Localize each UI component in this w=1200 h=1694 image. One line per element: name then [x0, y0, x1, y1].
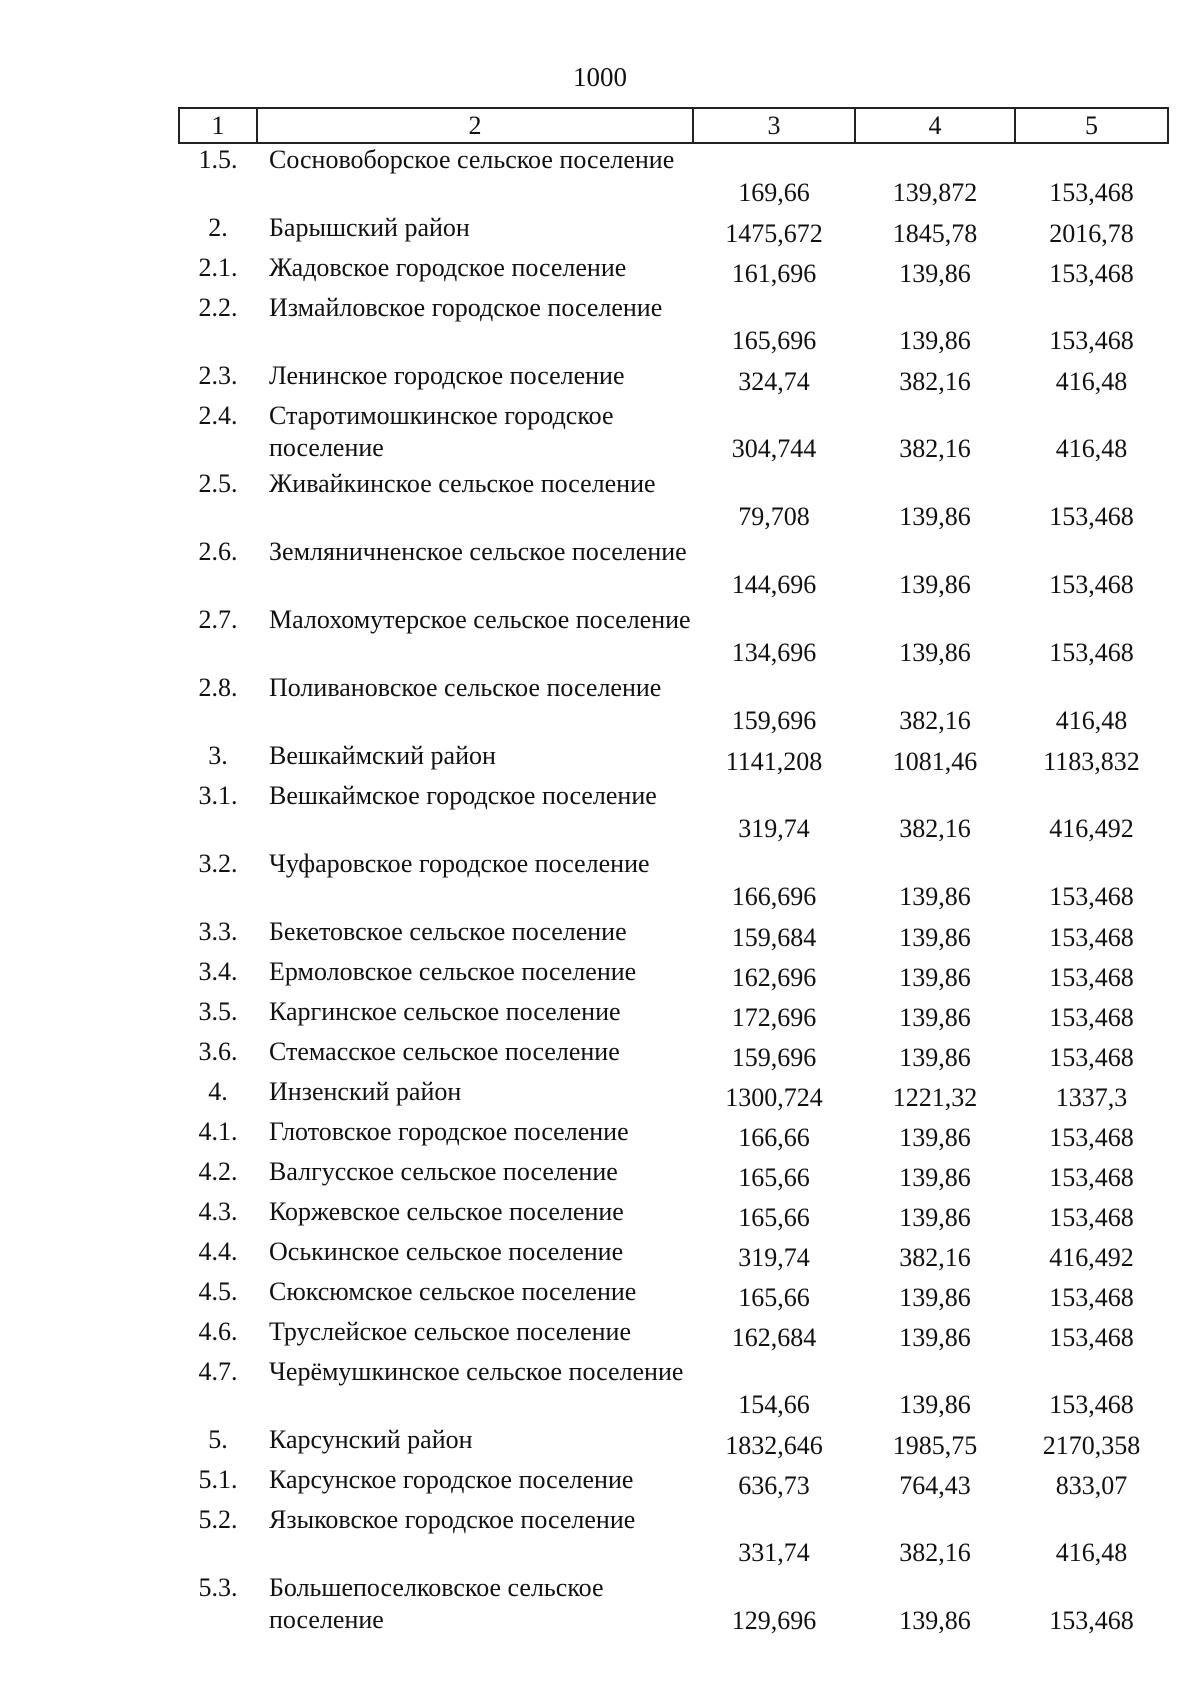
- table-row: [179, 292, 1168, 360]
- row-name: Старотимошкинское городское поселение: [269, 401, 614, 462]
- row-value-col4: 139,86: [899, 638, 971, 667]
- row-name: Каргинское сельское поселение: [269, 997, 621, 1026]
- row-value-col5: 416,48: [1055, 1538, 1128, 1567]
- row-value-col4: 139,86: [899, 1203, 971, 1232]
- row-value-col3: 154,66: [738, 1390, 810, 1419]
- table-row: [179, 400, 1168, 468]
- row-value-col5: 416,492: [1049, 814, 1134, 843]
- row-name: Оськинское сельское поселение: [269, 1237, 624, 1266]
- row-number: 4.2.: [198, 1157, 238, 1186]
- row-value-col4: 382,16: [899, 814, 971, 843]
- row-number: 2.5.: [198, 469, 238, 498]
- row-value-col4: 1985,75: [892, 1431, 978, 1460]
- header-col-4: 4: [855, 108, 1015, 143]
- row-value-col5: 2016,78: [1049, 219, 1134, 248]
- row-value-col4: 139,86: [899, 1283, 971, 1312]
- row-value-col5: 833,07: [1055, 1471, 1128, 1500]
- row-value-col5: 416,492: [1049, 1243, 1134, 1272]
- row-name: Сюксюмское сельское поселение: [269, 1277, 637, 1306]
- row-value-col3: 165,66: [738, 1283, 810, 1312]
- row-name: Стемасское сельское поселение: [269, 1037, 620, 1066]
- row-number: 5.1.: [198, 1465, 238, 1494]
- row-name: Вешкаймский район: [269, 741, 496, 770]
- row-name: Черёмушкинское сельское поселение: [269, 1357, 684, 1386]
- row-value-col5: 153,468: [1049, 1003, 1134, 1032]
- table-row: [179, 468, 1168, 536]
- table-header: [179, 108, 1168, 143]
- row-number: 4.5.: [198, 1277, 238, 1306]
- row-value-col4: 382,16: [899, 367, 971, 396]
- table-row: [179, 956, 1168, 996]
- row-number: 3.1.: [198, 781, 238, 810]
- row-name: Языковское городское поселение: [269, 1505, 636, 1534]
- row-value-col3: 159,696: [731, 706, 817, 735]
- header-row: [179, 108, 1168, 143]
- row-value-col4: 139,86: [899, 259, 971, 288]
- row-number: 4.4.: [198, 1237, 238, 1266]
- row-value-col3: 162,696: [731, 963, 817, 992]
- row-value-col3: 1832,646: [725, 1431, 823, 1460]
- row-value-col3: 324,74: [738, 367, 810, 396]
- header-col-5: 5: [1015, 108, 1168, 143]
- table-row: [179, 1156, 1168, 1196]
- row-value-col3: 166,696: [731, 882, 817, 911]
- table-row: [179, 1356, 1168, 1424]
- table-row: [179, 1116, 1168, 1156]
- table-row: [179, 212, 1168, 252]
- row-value-col3: 162,684: [731, 1323, 817, 1352]
- row-value-col3: 159,696: [731, 1043, 817, 1072]
- row-number: 4.1.: [198, 1117, 238, 1146]
- row-value-col5: 153,468: [1049, 1043, 1134, 1072]
- table-row: [179, 1036, 1168, 1076]
- row-value-col5: 153,468: [1049, 1203, 1134, 1232]
- table-row: [179, 1316, 1168, 1356]
- row-value-col5: 153,468: [1049, 259, 1134, 288]
- header-col-3: 3: [693, 108, 855, 143]
- row-value-col3: 319,74: [738, 1243, 810, 1272]
- row-value-col5: 153,468: [1049, 1323, 1134, 1352]
- row-name: Жадовское городское поселение: [269, 253, 627, 282]
- row-value-col4: 139,86: [899, 1163, 971, 1192]
- row-name: Труслейское сельское поселение: [269, 1317, 632, 1346]
- row-number: 2.7.: [198, 605, 238, 634]
- row-number: 2.8.: [198, 673, 238, 702]
- row-name: Измайловское городское поселение: [269, 293, 663, 322]
- row-value-col4: 764,43: [899, 1471, 971, 1500]
- row-number: 2.: [208, 213, 228, 242]
- row-name: Валгусское сельское поселение: [269, 1157, 618, 1186]
- row-value-col3: 159,684: [731, 923, 817, 952]
- row-name: Поливановское сельское поселение: [269, 673, 662, 702]
- row-name: Ленинское городское поселение: [269, 361, 625, 390]
- row-value-col5: 153,468: [1049, 326, 1134, 355]
- row-number: 4.6.: [198, 1317, 238, 1346]
- table-row: [179, 360, 1168, 400]
- row-value-col4: 139,86: [899, 1043, 971, 1072]
- row-number: 4.: [208, 1077, 228, 1106]
- page-number: 1000: [573, 62, 627, 92]
- table-row: [179, 916, 1168, 956]
- data-table: [178, 107, 1169, 1640]
- row-name: Ермоловское сельское поселение: [269, 957, 637, 986]
- row-number: 2.3.: [198, 361, 238, 390]
- row-value-col4: 139,86: [899, 1323, 971, 1352]
- row-name: Чуфаровское городское поселение: [269, 849, 650, 878]
- row-value-col5: 153,468: [1049, 923, 1134, 952]
- row-name: Коржевское сельское поселение: [269, 1197, 624, 1226]
- row-value-col3: 319,74: [738, 814, 810, 843]
- row-value-col3: 134,696: [731, 638, 817, 667]
- table-row: [179, 1424, 1168, 1464]
- row-value-col4: 139,86: [899, 326, 971, 355]
- table-row: [179, 536, 1168, 604]
- row-value-col5: 153,468: [1049, 178, 1134, 207]
- table-row: [179, 1236, 1168, 1276]
- row-value-col4: 382,16: [899, 1243, 971, 1272]
- row-number: 3.: [208, 741, 228, 770]
- table-row: [179, 848, 1168, 916]
- row-value-col5: 153,468: [1049, 882, 1134, 911]
- row-value-col3: 129,696: [731, 1606, 817, 1635]
- row-name: Глотовское городское поселение: [269, 1117, 629, 1146]
- row-name: Сосновоборское сельское поселение: [269, 145, 675, 174]
- row-value-col4: 139,86: [899, 1390, 971, 1419]
- row-value-col5: 153,468: [1049, 638, 1134, 667]
- row-name: Малохомутерское сельское поселение: [269, 605, 691, 634]
- row-number: 5.2.: [198, 1505, 238, 1534]
- row-value-col5: 153,468: [1049, 1123, 1134, 1152]
- row-number: 3.4.: [198, 957, 238, 986]
- row-value-col3: 79,708: [738, 502, 810, 531]
- row-value-col4: 382,16: [899, 1538, 971, 1567]
- row-value-col3: 165,66: [738, 1163, 810, 1192]
- row-value-col5: 153,468: [1049, 502, 1134, 531]
- row-value-col3: 166,66: [738, 1123, 810, 1152]
- row-value-col4: 139,86: [899, 1123, 971, 1152]
- row-number: 2.6.: [198, 537, 238, 566]
- row-value-col3: 331,74: [738, 1538, 810, 1567]
- row-name: Карсунское городское поселение: [269, 1465, 634, 1494]
- row-value-col4: 139,86: [899, 963, 971, 992]
- row-value-col3: 165,696: [731, 326, 817, 355]
- table-row: [179, 604, 1168, 672]
- row-value-col3: 1300,724: [725, 1083, 823, 1112]
- row-number: 2.2.: [198, 293, 238, 322]
- row-value-col4: 139,86: [899, 502, 971, 531]
- row-value-col4: 139,86: [899, 1003, 971, 1032]
- row-value-col4: 139,86: [899, 923, 971, 952]
- row-number: 1.5.: [198, 145, 238, 174]
- row-name: Карсунский район: [269, 1425, 473, 1454]
- row-name: Инзенский район: [269, 1077, 462, 1106]
- row-value-col3: 169,66: [738, 178, 810, 207]
- row-value-col5: 153,468: [1049, 963, 1134, 992]
- row-value-col5: 153,468: [1049, 570, 1134, 599]
- row-value-col5: 416,48: [1055, 706, 1128, 735]
- row-name: Большепоселковское сельское поселение: [269, 1573, 604, 1634]
- row-number: 5.3.: [198, 1573, 238, 1602]
- table-row: [179, 780, 1168, 848]
- row-number: 5.: [208, 1425, 228, 1454]
- row-name: Вешкаймское городское поселение: [269, 781, 657, 810]
- header-col-2: 2: [257, 108, 693, 143]
- row-value-col5: 1337,3: [1055, 1083, 1128, 1112]
- table-row: [179, 1196, 1168, 1236]
- table-row: [179, 1572, 1168, 1640]
- row-value-col5: 416,48: [1055, 367, 1128, 396]
- row-name: Бекетовское сельское поселение: [269, 917, 627, 946]
- row-value-col3: 1141,208: [725, 747, 823, 776]
- row-number: 4.3.: [198, 1197, 238, 1226]
- row-value-col5: 153,468: [1049, 1283, 1134, 1312]
- row-value-col4: 1221,32: [892, 1083, 978, 1112]
- row-value-col4: 139,86: [899, 570, 971, 599]
- row-name: Живайкинское сельское поселение: [269, 469, 656, 498]
- row-value-col4: 139,86: [899, 1606, 971, 1635]
- row-value-col3: 636,73: [738, 1471, 810, 1500]
- row-value-col3: 161,696: [731, 259, 817, 288]
- row-value-col5: 2170,358: [1042, 1431, 1141, 1460]
- row-value-col4: 382,16: [899, 706, 971, 735]
- row-number: 3.6.: [198, 1037, 238, 1066]
- row-value-col4: 1081,46: [892, 747, 978, 776]
- row-value-col5: 1183,832: [1043, 747, 1140, 776]
- table-row: [179, 996, 1168, 1036]
- table-body: [179, 143, 1168, 1640]
- header-col-1: 1: [179, 108, 257, 143]
- row-number: 2.4.: [198, 401, 238, 430]
- row-name: Земляничненское сельское поселение: [269, 537, 687, 566]
- row-value-col3: 165,66: [738, 1203, 810, 1232]
- row-value-col5: 416,48: [1055, 434, 1128, 463]
- row-value-col5: 153,468: [1049, 1163, 1134, 1192]
- row-number: 2.1.: [198, 253, 238, 282]
- row-name: Барышский район: [269, 213, 470, 242]
- row-value-col4: 382,16: [899, 434, 971, 463]
- table-row: [179, 740, 1168, 780]
- table-row: [179, 143, 1168, 212]
- row-value-col4: 139,872: [892, 178, 978, 207]
- table-row: [179, 1076, 1168, 1116]
- row-value-col5: 153,468: [1049, 1606, 1134, 1635]
- row-number: 3.5.: [198, 997, 238, 1026]
- table-row: [179, 1504, 1168, 1572]
- table-row: [179, 1464, 1168, 1504]
- row-value-col3: 1475,672: [725, 219, 823, 248]
- row-value-col5: 153,468: [1049, 1390, 1134, 1419]
- row-number: 3.3.: [198, 917, 238, 946]
- table-row: [179, 252, 1168, 292]
- row-number: 3.2.: [198, 849, 238, 878]
- table-row: [179, 1276, 1168, 1316]
- table-row: [179, 672, 1168, 740]
- row-value-col3: 144,696: [731, 570, 817, 599]
- row-number: 4.7.: [198, 1357, 238, 1386]
- row-value-col3: 304,744: [731, 434, 817, 463]
- row-value-col4: 139,86: [899, 882, 971, 911]
- row-value-col3: 172,696: [731, 1003, 817, 1032]
- row-value-col4: 1845,78: [892, 219, 978, 248]
